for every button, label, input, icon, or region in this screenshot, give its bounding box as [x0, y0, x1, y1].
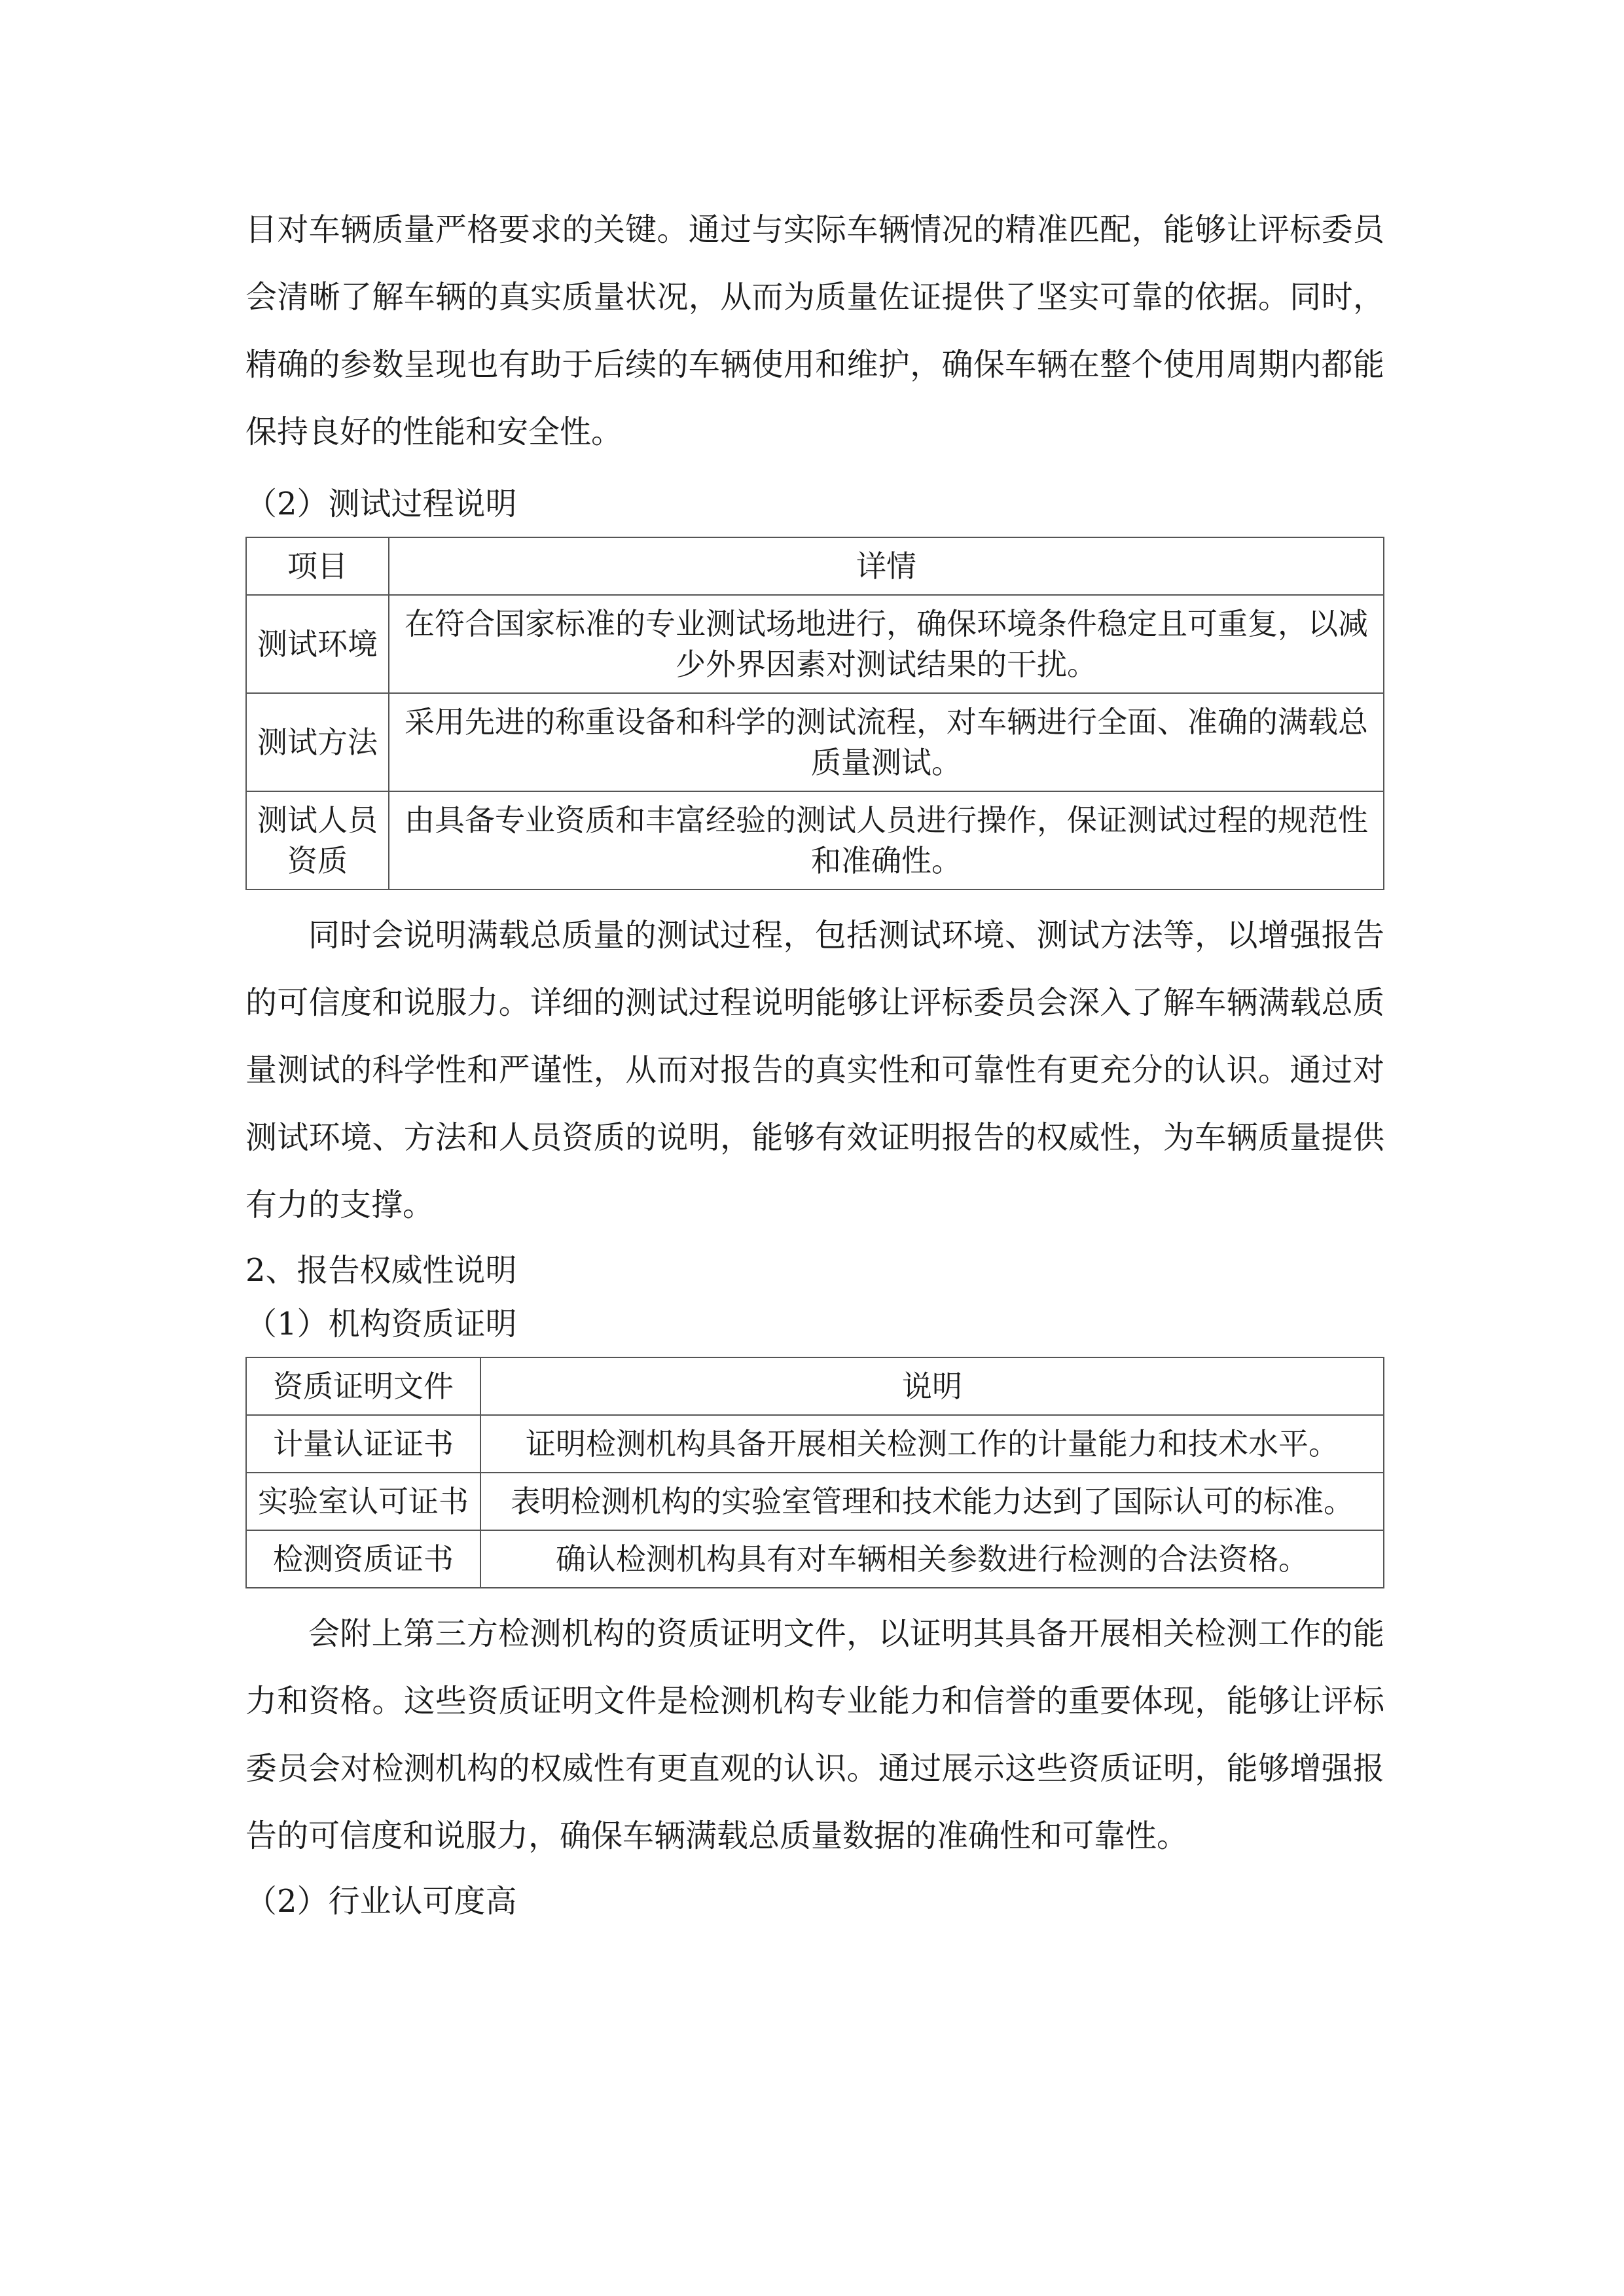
- table-cell: 计量认证证书: [246, 1415, 480, 1473]
- table-header-cell: 资质证明文件: [246, 1357, 480, 1415]
- table-cell: 确认检测机构具有对车辆相关参数进行检测的合法资格。: [480, 1530, 1384, 1588]
- test-process-paragraph: 同时会说明满载总质量的测试过程，包括测试环境、测试方法等，以增强报告的可信度和说服力。详细的测试过程说明能够让评标委员会深入了解车辆满载总质量测试的科学性和严谨性，从而对报告的真实性和可靠性有更充分的认识。通过对测试环境、方法和人员资质的说明，能够有效证明报告的权威性，为车辆质量提供有力的支撑。: [245, 917, 1384, 1223]
- table-row: [246, 595, 1384, 693]
- table-header-row: [246, 1357, 1384, 1415]
- table-row: [246, 693, 1384, 791]
- qualification-heading: （1）机构资质证明: [245, 1306, 517, 1342]
- table-cell: 采用先进的称重设备和科学的测试流程，对车辆进行全面、准确的满载总质量测试。: [389, 693, 1384, 791]
- table-cell: 证明检测机构具备开展相关检测工作的计量能力和技术水平。: [480, 1415, 1384, 1473]
- table-header-row: [246, 537, 1384, 595]
- table-cell: 由具备专业资质和丰富经验的测试人员进行操作，保证测试过程的规范性和准确性。: [389, 791, 1384, 889]
- document-page: [245, 196, 1384, 1925]
- table-row: [246, 791, 1384, 889]
- table-cell: 测试环境: [246, 595, 389, 693]
- table-cell: 在符合国家标准的专业测试场地进行，确保环境条件稳定且可重复，以减少外界因素对测试结果的干扰。: [389, 595, 1384, 693]
- table-header-cell: 详情: [389, 537, 1384, 595]
- table-cell: 检测资质证书: [246, 1530, 480, 1588]
- test-process-heading: （2）测试过程说明: [245, 486, 517, 522]
- table-row: [246, 1473, 1384, 1530]
- table-cell: 实验室认可证书: [246, 1473, 480, 1530]
- table-cell: 表明检测机构的实验室管理和技术能力达到了国际认可的标准。: [480, 1473, 1384, 1530]
- recognition-heading: （2）行业认可度高: [245, 1883, 517, 1920]
- authority-heading: 2、报告权威性说明: [245, 1252, 517, 1289]
- intro-paragraph: 目对车辆质量严格要求的关键。通过与实际车辆情况的精准匹配，能够让评标委员会清晰了解车辆的真实质量状况，从而为质量佐证提供了坚实可靠的依据。同时，精确的参数呈现也有助于后续的车辆使用和维护，确保车辆在整个使用周期内都能保持良好的性能和安全性。: [245, 211, 1384, 450]
- table-header-cell: 说明: [480, 1357, 1384, 1415]
- table-row: [246, 1530, 1384, 1588]
- table-cell: 测试人员资质: [246, 791, 389, 889]
- table-row: [246, 1415, 1384, 1473]
- table-header-cell: 项目: [246, 537, 389, 595]
- test-process-table: [245, 537, 1384, 890]
- qualification-paragraph: 会附上第三方检测机构的资质证明文件，以证明其具备开展相关检测工作的能力和资格。这些资质证明文件是检测机构专业能力和信誉的重要体现，能够让评标委员会对检测机构的权威性有更直观的认识。通过展示这些资质证明，能够增强报告的可信度和说服力，确保车辆满载总质量数据的准确性和可靠性。: [245, 1615, 1384, 1854]
- table-cell: 测试方法: [246, 693, 389, 791]
- qualification-table: [245, 1357, 1384, 1588]
